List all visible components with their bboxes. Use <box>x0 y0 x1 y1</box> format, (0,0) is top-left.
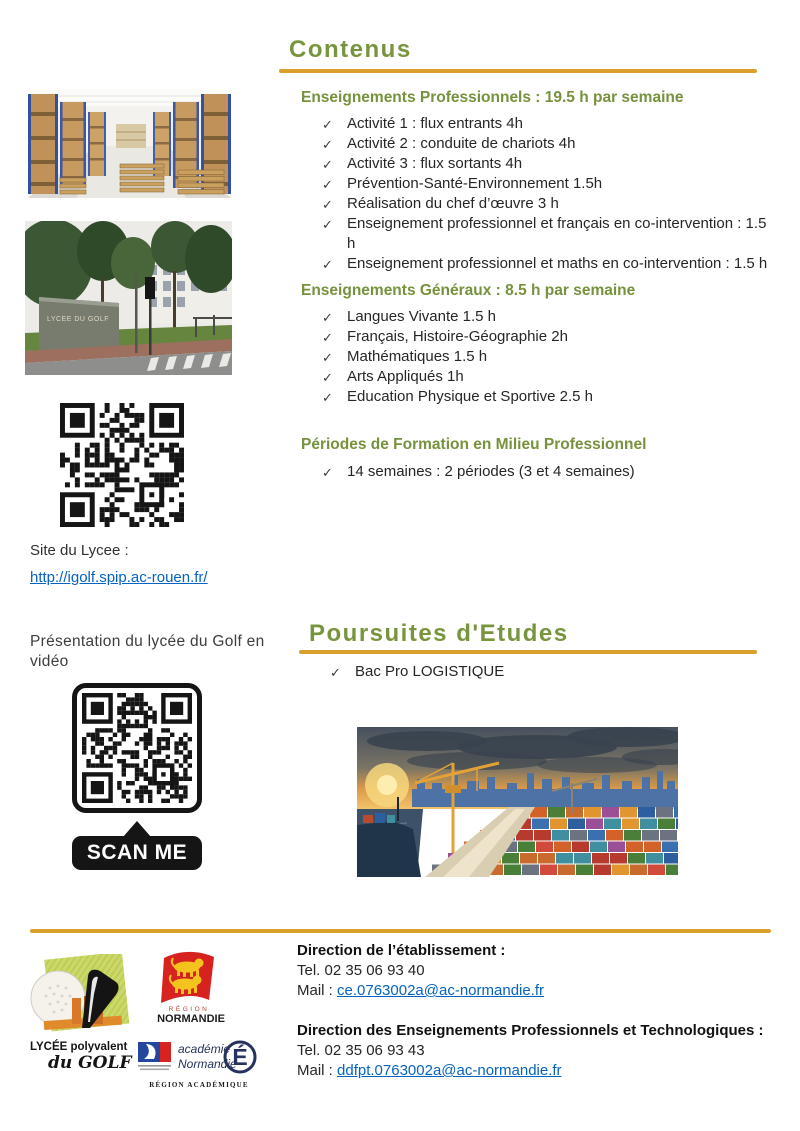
check-icon: ✓ <box>322 350 333 365</box>
checklist-item-text: Prévention-Santé-Environnement 1.5h <box>347 175 603 192</box>
checklist-item-text: Mathématiques 1.5 h <box>347 348 488 365</box>
checklist-item-text: Enseignement professionnel et maths en co-intervention : 1.5 h <box>347 255 768 272</box>
check-icon: ✓ <box>322 465 333 480</box>
lycee-logo-line2: du GOLF <box>48 1053 132 1073</box>
lycee-sign-text: LYCEE DU GOLF <box>47 316 109 323</box>
checklist-item <box>322 154 772 174</box>
checklist-item-text: Arts Appliqués 1h <box>347 368 464 385</box>
check-icon: ✓ <box>322 217 333 232</box>
region-academique-text: RÉGION ACADÉMIQUE <box>149 1081 249 1089</box>
contact-mail-link[interactable]: ce.0763002a@ac-normandie.fr <box>337 982 545 999</box>
academie-normandie-logo <box>136 1030 262 1090</box>
lycee-photo-art <box>25 221 232 375</box>
contact-tel: Tel. 02 35 06 93 43 <box>297 1042 425 1059</box>
checklist-item <box>322 462 772 482</box>
contact-block <box>297 1021 777 1081</box>
contact-title: Direction de l’établissement : <box>297 942 506 959</box>
port-photo <box>357 727 678 877</box>
checklist-item <box>322 214 772 254</box>
checklist-item <box>330 662 750 682</box>
checklist-item-text: Activité 3 : flux sortants 4h <box>347 155 523 172</box>
checklist-pro <box>322 114 772 274</box>
contact-tel: Tel. 02 35 06 93 40 <box>297 962 425 979</box>
checklist-item <box>322 307 772 327</box>
video-qr-frame <box>72 683 202 813</box>
region-normandie-logo-art <box>150 950 234 1026</box>
checklist-item <box>322 174 772 194</box>
checklist-item-text: Activité 1 : flux entrants 4h <box>347 115 523 132</box>
footer-contacts <box>297 941 777 1081</box>
checklist-item-text: Langues Vivante 1.5 h <box>347 308 497 325</box>
contact-mail-line <box>297 1061 777 1081</box>
site-qr-code <box>60 403 184 527</box>
check-icon: ✓ <box>322 137 333 152</box>
region-logo-big-text: NORMANDIE <box>157 1013 225 1025</box>
checklist-item <box>322 114 772 134</box>
checklist-item-text: Français, Histoire-Géographie 2h <box>347 328 568 345</box>
lycee-golf-logo <box>28 954 140 1076</box>
check-icon: ✓ <box>330 665 341 680</box>
checklist-item <box>322 367 772 387</box>
checklist-item-text: Activité 2 : conduite de chariots 4h <box>347 135 576 152</box>
port-photo-art <box>357 727 678 877</box>
site-label: Site du Lycee : <box>30 542 129 559</box>
checklist-item-text: Réalisation du chef d’œuvre 3 h <box>347 195 559 212</box>
footer-rule <box>30 929 771 933</box>
warehouse-photo <box>28 90 231 198</box>
check-icon: ✓ <box>322 257 333 272</box>
check-icon: ✓ <box>322 370 333 385</box>
contact-title: Direction des Enseignements Professionnels et Technologiques : <box>297 1022 764 1039</box>
lycee-logo-line1: LYCÉE polyvalent <box>30 1041 128 1053</box>
check-icon: ✓ <box>322 330 333 345</box>
lycee-golf-logo-art <box>28 954 140 1076</box>
checklist-pfmp <box>322 462 772 482</box>
checklist-item-text: 14 semaines : 2 périodes (3 et 4 semaines) <box>347 463 635 480</box>
region-normandie-logo <box>150 950 234 1026</box>
section-heading-gen: Enseignements Généraux : 8.5 h par semaine <box>301 282 636 299</box>
section-heading-pfmp: Périodes de Formation en Milieu Professionnel <box>301 436 647 453</box>
checklist-item <box>322 347 772 367</box>
contact-mail-link[interactable]: ddfpt.0763002a@ac-normandie.fr <box>337 1062 562 1079</box>
academie-logo-line1: académie <box>178 1042 231 1056</box>
checklist-item <box>322 387 772 407</box>
poursuites-title: Poursuites d'Etudes <box>309 620 569 647</box>
region-logo-small-text: RÉGION <box>168 1006 210 1013</box>
lycee-photo <box>25 221 232 375</box>
academie-logo-e: É <box>232 1044 248 1070</box>
checklist-item <box>322 254 772 274</box>
section-heading-pro: Enseignements Professionnels : 19.5 h par semaine <box>301 89 684 106</box>
mail-prefix: Mail : <box>297 1062 338 1079</box>
contenus-title: Contenus <box>289 36 412 63</box>
contact-block <box>297 941 777 1001</box>
check-icon: ✓ <box>322 390 333 405</box>
site-link[interactable]: http://igolf.spip.ac-rouen.fr/ <box>30 569 208 586</box>
video-qr-art <box>82 693 192 803</box>
site-qr-art <box>60 403 184 527</box>
checklist-item-text: Education Physique et Sportive 2.5 h <box>347 388 593 405</box>
scan-me-pointer <box>123 821 151 837</box>
check-icon: ✓ <box>322 310 333 325</box>
poursuites-rule <box>299 650 757 654</box>
academie-logo-line2: Normandie <box>178 1057 237 1071</box>
checklist-item-text: Bac Pro LOGISTIQUE <box>355 663 505 680</box>
contenus-rule <box>279 69 757 73</box>
mail-prefix: Mail : <box>297 982 338 999</box>
checklist-poursuites <box>330 662 750 682</box>
check-icon: ✓ <box>322 197 333 212</box>
check-icon: ✓ <box>322 157 333 172</box>
checklist-item <box>322 194 772 214</box>
contact-spacer <box>297 1001 777 1021</box>
warehouse-photo-art <box>28 90 231 198</box>
video-caption: Présentation du lycée du Golf en vidéo <box>30 633 265 670</box>
contact-mail-line <box>297 981 777 1001</box>
checklist-item <box>322 134 772 154</box>
check-icon: ✓ <box>322 177 333 192</box>
checklist-gen <box>322 307 772 407</box>
check-icon: ✓ <box>322 117 333 132</box>
checklist-item <box>322 327 772 347</box>
academie-normandie-logo-art <box>136 1030 262 1090</box>
checklist-item-text: Enseignement professionnel et français en co-intervention : 1.5 h <box>347 215 767 252</box>
scan-me-badge: SCAN ME <box>72 836 202 870</box>
